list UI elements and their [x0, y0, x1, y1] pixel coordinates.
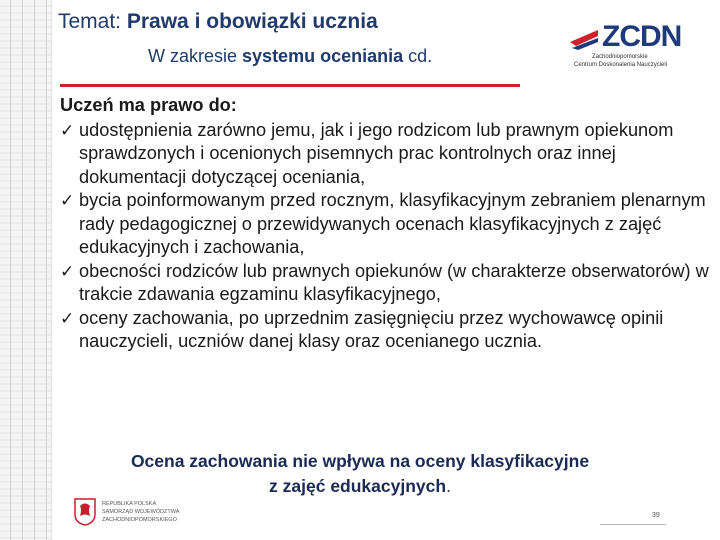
list-item [60, 119, 712, 190]
summary-line-1: Ocena zachowania nie wpływa na oceny klasyfikacyjne [130, 451, 590, 471]
list-item-text: oceny zachowania, po uprzednim zasięgnięciu przez wychowawcę opinii nauczycieli, uczniów danej klasy oraz ocenianego ucznia. [79, 307, 664, 351]
page-number: 39 [652, 512, 660, 519]
check-icon: ✓ [60, 261, 75, 281]
list-item-text: udostępnienia zarówno jemu, jak i jego rodzicom lub prawnym opiekunom sprawdzonych i ocenionych pisemnych prac kontrolnych oraz innej dokumentacji dotyczącej oceniania, [79, 119, 674, 187]
footer-logo [74, 498, 194, 528]
list-item-text: bycia poinformowanym przed rocznym, klasyfikacyjnym zebraniem plenarnym rady pedagogicznej o przewidywanych ocenach klasyfikacyjnych z zajęć edukacyjnych i zachowania, [79, 190, 706, 257]
list-item-text: obecności rodziców lub prawnych opiekunów (w charakterze obserwatorów) w trakcie zdawania egzaminu klasyfikacyjnego, [79, 260, 709, 304]
zcdn-logo-mark [570, 28, 600, 50]
summary-line-2-bold: z zajęć edukacyjnych [269, 476, 447, 496]
logo-text: ZCDN [602, 20, 682, 53]
footer-rule [600, 524, 666, 525]
check-icon: ✓ [60, 120, 75, 140]
footer-text-line-3: ZACHODNIOPOMORSKIEGO [102, 517, 177, 523]
slide-title [58, 10, 378, 34]
crest-icon [74, 498, 96, 526]
summary-line-2-end: . [446, 476, 451, 496]
strip-line [34, 0, 35, 540]
list-item [60, 307, 712, 354]
zcdn-logo [570, 20, 682, 74]
slide-content [60, 94, 712, 354]
content-heading: Uczeń ma prawo do: [60, 95, 237, 115]
summary-note [60, 449, 660, 499]
footer-text-line-2: SAMORZĄD WOJEWÓDZTWA [102, 509, 180, 515]
list-item [60, 260, 712, 307]
subtitle-prefix: W zakresie [148, 46, 243, 66]
check-icon: ✓ [60, 308, 75, 328]
slide-subtitle [148, 46, 432, 67]
check-icon: ✓ [60, 191, 75, 210]
logo-line-2: Centrum Doskonalenia Nauczycieli [574, 62, 668, 68]
subtitle-suffix: cd. [403, 46, 433, 66]
summary-line-2 [60, 474, 660, 499]
list-item [60, 189, 712, 260]
title-prefix: Temat: [58, 10, 127, 33]
strip-line [10, 0, 11, 540]
footer-text-line-1: REPUBLIKA POLSKA [102, 501, 157, 507]
logo-line-1: Zachodniopomorskie [592, 54, 648, 60]
footer-text [102, 500, 179, 524]
subtitle-main: systemu oceniania [242, 46, 404, 66]
title-main: Prawa i obowiązki ucznia [126, 10, 378, 33]
title-divider [60, 84, 520, 87]
strip-line [22, 0, 23, 540]
strip-line [46, 0, 47, 540]
decorative-document-strip [0, 0, 52, 540]
